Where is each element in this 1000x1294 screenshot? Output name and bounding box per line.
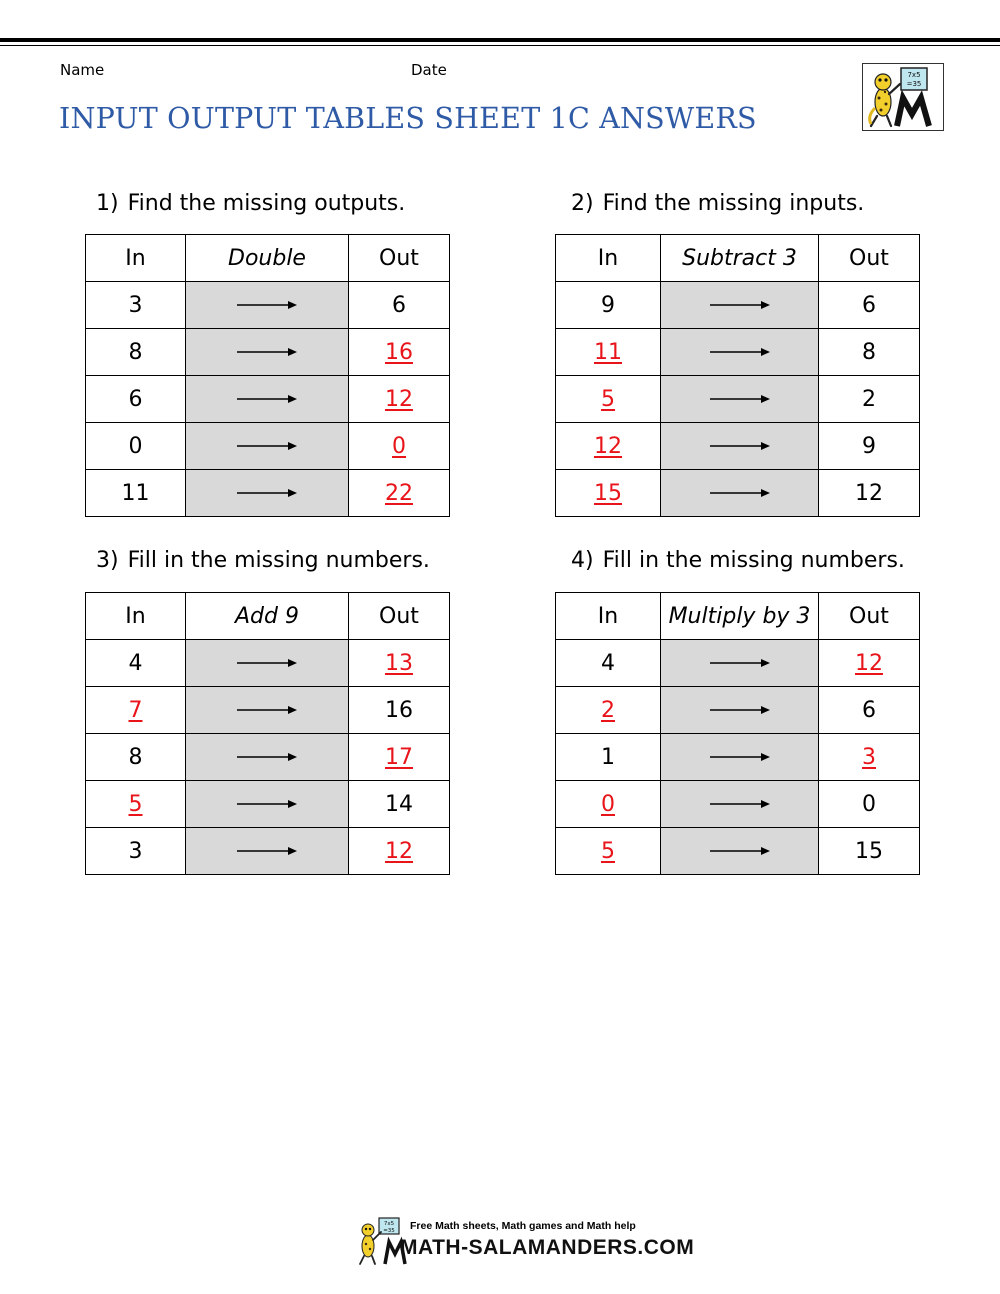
right-arrow-icon	[236, 488, 298, 498]
out-cell	[349, 282, 450, 329]
question-2	[571, 191, 864, 216]
logo	[862, 63, 944, 131]
out-value: 12	[855, 650, 883, 676]
out-cell	[819, 640, 920, 687]
out-cell	[819, 282, 920, 329]
out-cell	[819, 828, 920, 875]
io-table-4	[555, 592, 920, 875]
out-cell	[819, 423, 920, 470]
in-value: 11	[121, 480, 150, 506]
arrow-cell	[186, 329, 349, 376]
right-arrow-icon	[236, 658, 298, 668]
table-row	[86, 781, 450, 828]
out-value: 16	[385, 339, 413, 365]
logo-board-line1: 7x5	[907, 71, 921, 79]
arrow-cell	[661, 282, 819, 329]
right-arrow-icon	[236, 752, 298, 762]
arrow-cell	[661, 734, 819, 781]
out-value: 12	[385, 838, 413, 864]
in-cell	[556, 828, 661, 875]
in-value: 0	[601, 791, 615, 817]
out-value: 15	[855, 838, 883, 864]
right-arrow-icon	[709, 799, 771, 809]
in-cell	[86, 734, 186, 781]
question-number: 1)	[96, 191, 119, 216]
out-cell	[819, 781, 920, 828]
table-row	[556, 423, 920, 470]
right-arrow-icon	[709, 658, 771, 668]
out-cell	[819, 470, 920, 517]
in-value: 5	[601, 386, 615, 412]
table-header-row	[86, 235, 450, 282]
in-value: 4	[128, 650, 143, 676]
in-value: 1	[601, 744, 615, 770]
in-value: 2	[601, 697, 615, 723]
io-table-2	[555, 234, 920, 517]
table-row	[86, 423, 450, 470]
in-value: 8	[128, 744, 143, 770]
table-row	[556, 687, 920, 734]
table-header-row	[556, 593, 920, 640]
arrow-cell	[186, 781, 349, 828]
out-cell	[819, 329, 920, 376]
rule-header: Add 9	[186, 593, 349, 640]
right-arrow-icon	[236, 300, 298, 310]
in-value: 5	[128, 791, 143, 817]
out-cell	[819, 376, 920, 423]
in-value: 3	[128, 292, 143, 318]
in-cell	[556, 781, 661, 828]
right-arrow-icon	[709, 705, 771, 715]
in-header: In	[86, 593, 186, 640]
question-prompt: Fill in the missing numbers.	[127, 548, 430, 573]
in-value: 7	[128, 697, 143, 723]
in-value: 12	[594, 433, 622, 459]
out-value: 0	[862, 791, 876, 817]
table-row	[86, 329, 450, 376]
table-row	[86, 828, 450, 875]
out-value: 3	[862, 744, 876, 770]
question-4	[571, 548, 905, 573]
out-value: 17	[385, 744, 413, 770]
in-cell	[86, 282, 186, 329]
table-row	[556, 734, 920, 781]
in-value: 4	[601, 650, 615, 676]
out-value: 6	[862, 292, 876, 318]
arrow-cell	[661, 640, 819, 687]
footer-board-line1: 7x5	[383, 1221, 395, 1227]
out-value: 6	[862, 697, 876, 723]
arrow-cell	[661, 687, 819, 734]
question-number: 4)	[571, 548, 594, 573]
io-table-3	[85, 592, 450, 875]
right-arrow-icon	[709, 488, 771, 498]
in-cell	[556, 640, 661, 687]
out-cell	[819, 687, 920, 734]
in-cell	[556, 470, 661, 517]
table-row	[86, 470, 450, 517]
table-row	[556, 470, 920, 517]
in-cell	[86, 640, 186, 687]
out-cell	[349, 470, 450, 517]
table-row	[556, 781, 920, 828]
out-header: Out	[819, 235, 920, 282]
out-value: 0	[392, 433, 406, 459]
out-value: 9	[862, 433, 876, 459]
out-cell	[349, 640, 450, 687]
question-3	[96, 548, 430, 573]
question-1	[96, 191, 405, 216]
table-header-row	[86, 593, 450, 640]
logo-board-line2: =35	[906, 80, 922, 88]
in-cell	[86, 470, 186, 517]
arrow-cell	[661, 423, 819, 470]
out-value: 14	[385, 791, 413, 817]
out-value: 12	[855, 480, 883, 506]
arrow-cell	[186, 423, 349, 470]
right-arrow-icon	[709, 846, 771, 856]
arrow-cell	[186, 640, 349, 687]
out-value: 22	[385, 480, 413, 506]
in-value: 8	[128, 339, 143, 365]
in-cell	[86, 687, 186, 734]
arrow-cell	[661, 470, 819, 517]
question-prompt: Find the missing inputs.	[602, 191, 865, 216]
right-arrow-icon	[236, 799, 298, 809]
footer-site-name[interactable]: MATH-SALAMANDERS.COM	[400, 1236, 695, 1259]
table-row	[556, 376, 920, 423]
in-value: 3	[128, 838, 143, 864]
in-cell	[556, 329, 661, 376]
table-row	[86, 734, 450, 781]
footer-tagline: Free Math sheets, Math games and Math help	[410, 1220, 636, 1232]
out-cell	[349, 329, 450, 376]
out-cell	[819, 734, 920, 781]
table-row	[86, 687, 450, 734]
in-cell	[86, 781, 186, 828]
in-header: In	[556, 593, 661, 640]
top-rule-thin	[0, 45, 1000, 46]
table-row	[556, 329, 920, 376]
arrow-cell	[661, 828, 819, 875]
question-number: 3)	[96, 548, 119, 573]
rule-header: Multiply by 3	[661, 593, 819, 640]
out-cell	[349, 376, 450, 423]
out-value: 12	[385, 386, 413, 412]
right-arrow-icon	[709, 300, 771, 310]
out-cell	[349, 687, 450, 734]
rule-header: Double	[186, 235, 349, 282]
arrow-cell	[661, 781, 819, 828]
date-label: Date	[411, 61, 447, 79]
right-arrow-icon	[236, 441, 298, 451]
right-arrow-icon	[236, 846, 298, 856]
out-value: 13	[385, 650, 413, 676]
salamander-teacher-logo-icon	[863, 64, 943, 130]
in-cell	[86, 376, 186, 423]
table-row	[86, 282, 450, 329]
out-cell	[349, 423, 450, 470]
table-header-row	[556, 235, 920, 282]
io-table-1	[85, 234, 450, 517]
question-prompt: Fill in the missing numbers.	[602, 548, 905, 573]
table-row	[556, 282, 920, 329]
out-header: Out	[349, 235, 450, 282]
in-value: 9	[601, 292, 615, 318]
arrow-cell	[661, 329, 819, 376]
rule-header: Subtract 3	[661, 235, 819, 282]
in-header: In	[86, 235, 186, 282]
right-arrow-icon	[709, 347, 771, 357]
right-arrow-icon	[709, 441, 771, 451]
question-number: 2)	[571, 191, 594, 216]
arrow-cell	[661, 376, 819, 423]
table-row	[556, 828, 920, 875]
table-row	[86, 376, 450, 423]
top-rule	[0, 38, 1000, 42]
arrow-cell	[186, 376, 349, 423]
out-value: 6	[392, 292, 406, 318]
right-arrow-icon	[236, 347, 298, 357]
out-cell	[349, 828, 450, 875]
name-label: Name	[60, 61, 105, 79]
out-value: 8	[862, 339, 876, 365]
in-cell	[86, 828, 186, 875]
in-cell	[86, 423, 186, 470]
table-row	[556, 640, 920, 687]
arrow-cell	[186, 828, 349, 875]
right-arrow-icon	[236, 705, 298, 715]
out-value: 2	[862, 386, 876, 412]
arrow-cell	[186, 734, 349, 781]
page-title: INPUT OUTPUT TABLES SHEET 1C ANSWERS	[59, 102, 757, 135]
right-arrow-icon	[236, 394, 298, 404]
in-header: In	[556, 235, 661, 282]
footer	[355, 1216, 695, 1266]
in-cell	[556, 687, 661, 734]
out-header: Out	[349, 593, 450, 640]
right-arrow-icon	[709, 752, 771, 762]
out-cell	[349, 781, 450, 828]
table-row	[86, 640, 450, 687]
arrow-cell	[186, 470, 349, 517]
footer-board-line2: =35	[383, 1228, 395, 1234]
in-value: 5	[601, 838, 615, 864]
out-header: Out	[819, 593, 920, 640]
in-value: 0	[128, 433, 143, 459]
out-value: 16	[385, 697, 413, 723]
in-cell	[556, 376, 661, 423]
in-value: 15	[594, 480, 622, 506]
in-cell	[556, 423, 661, 470]
in-cell	[86, 329, 186, 376]
in-value: 11	[594, 339, 622, 365]
in-cell	[556, 734, 661, 781]
arrow-cell	[186, 687, 349, 734]
in-cell	[556, 282, 661, 329]
arrow-cell	[186, 282, 349, 329]
in-value: 6	[128, 386, 143, 412]
out-cell	[349, 734, 450, 781]
right-arrow-icon	[709, 394, 771, 404]
question-prompt: Find the missing outputs.	[127, 191, 406, 216]
